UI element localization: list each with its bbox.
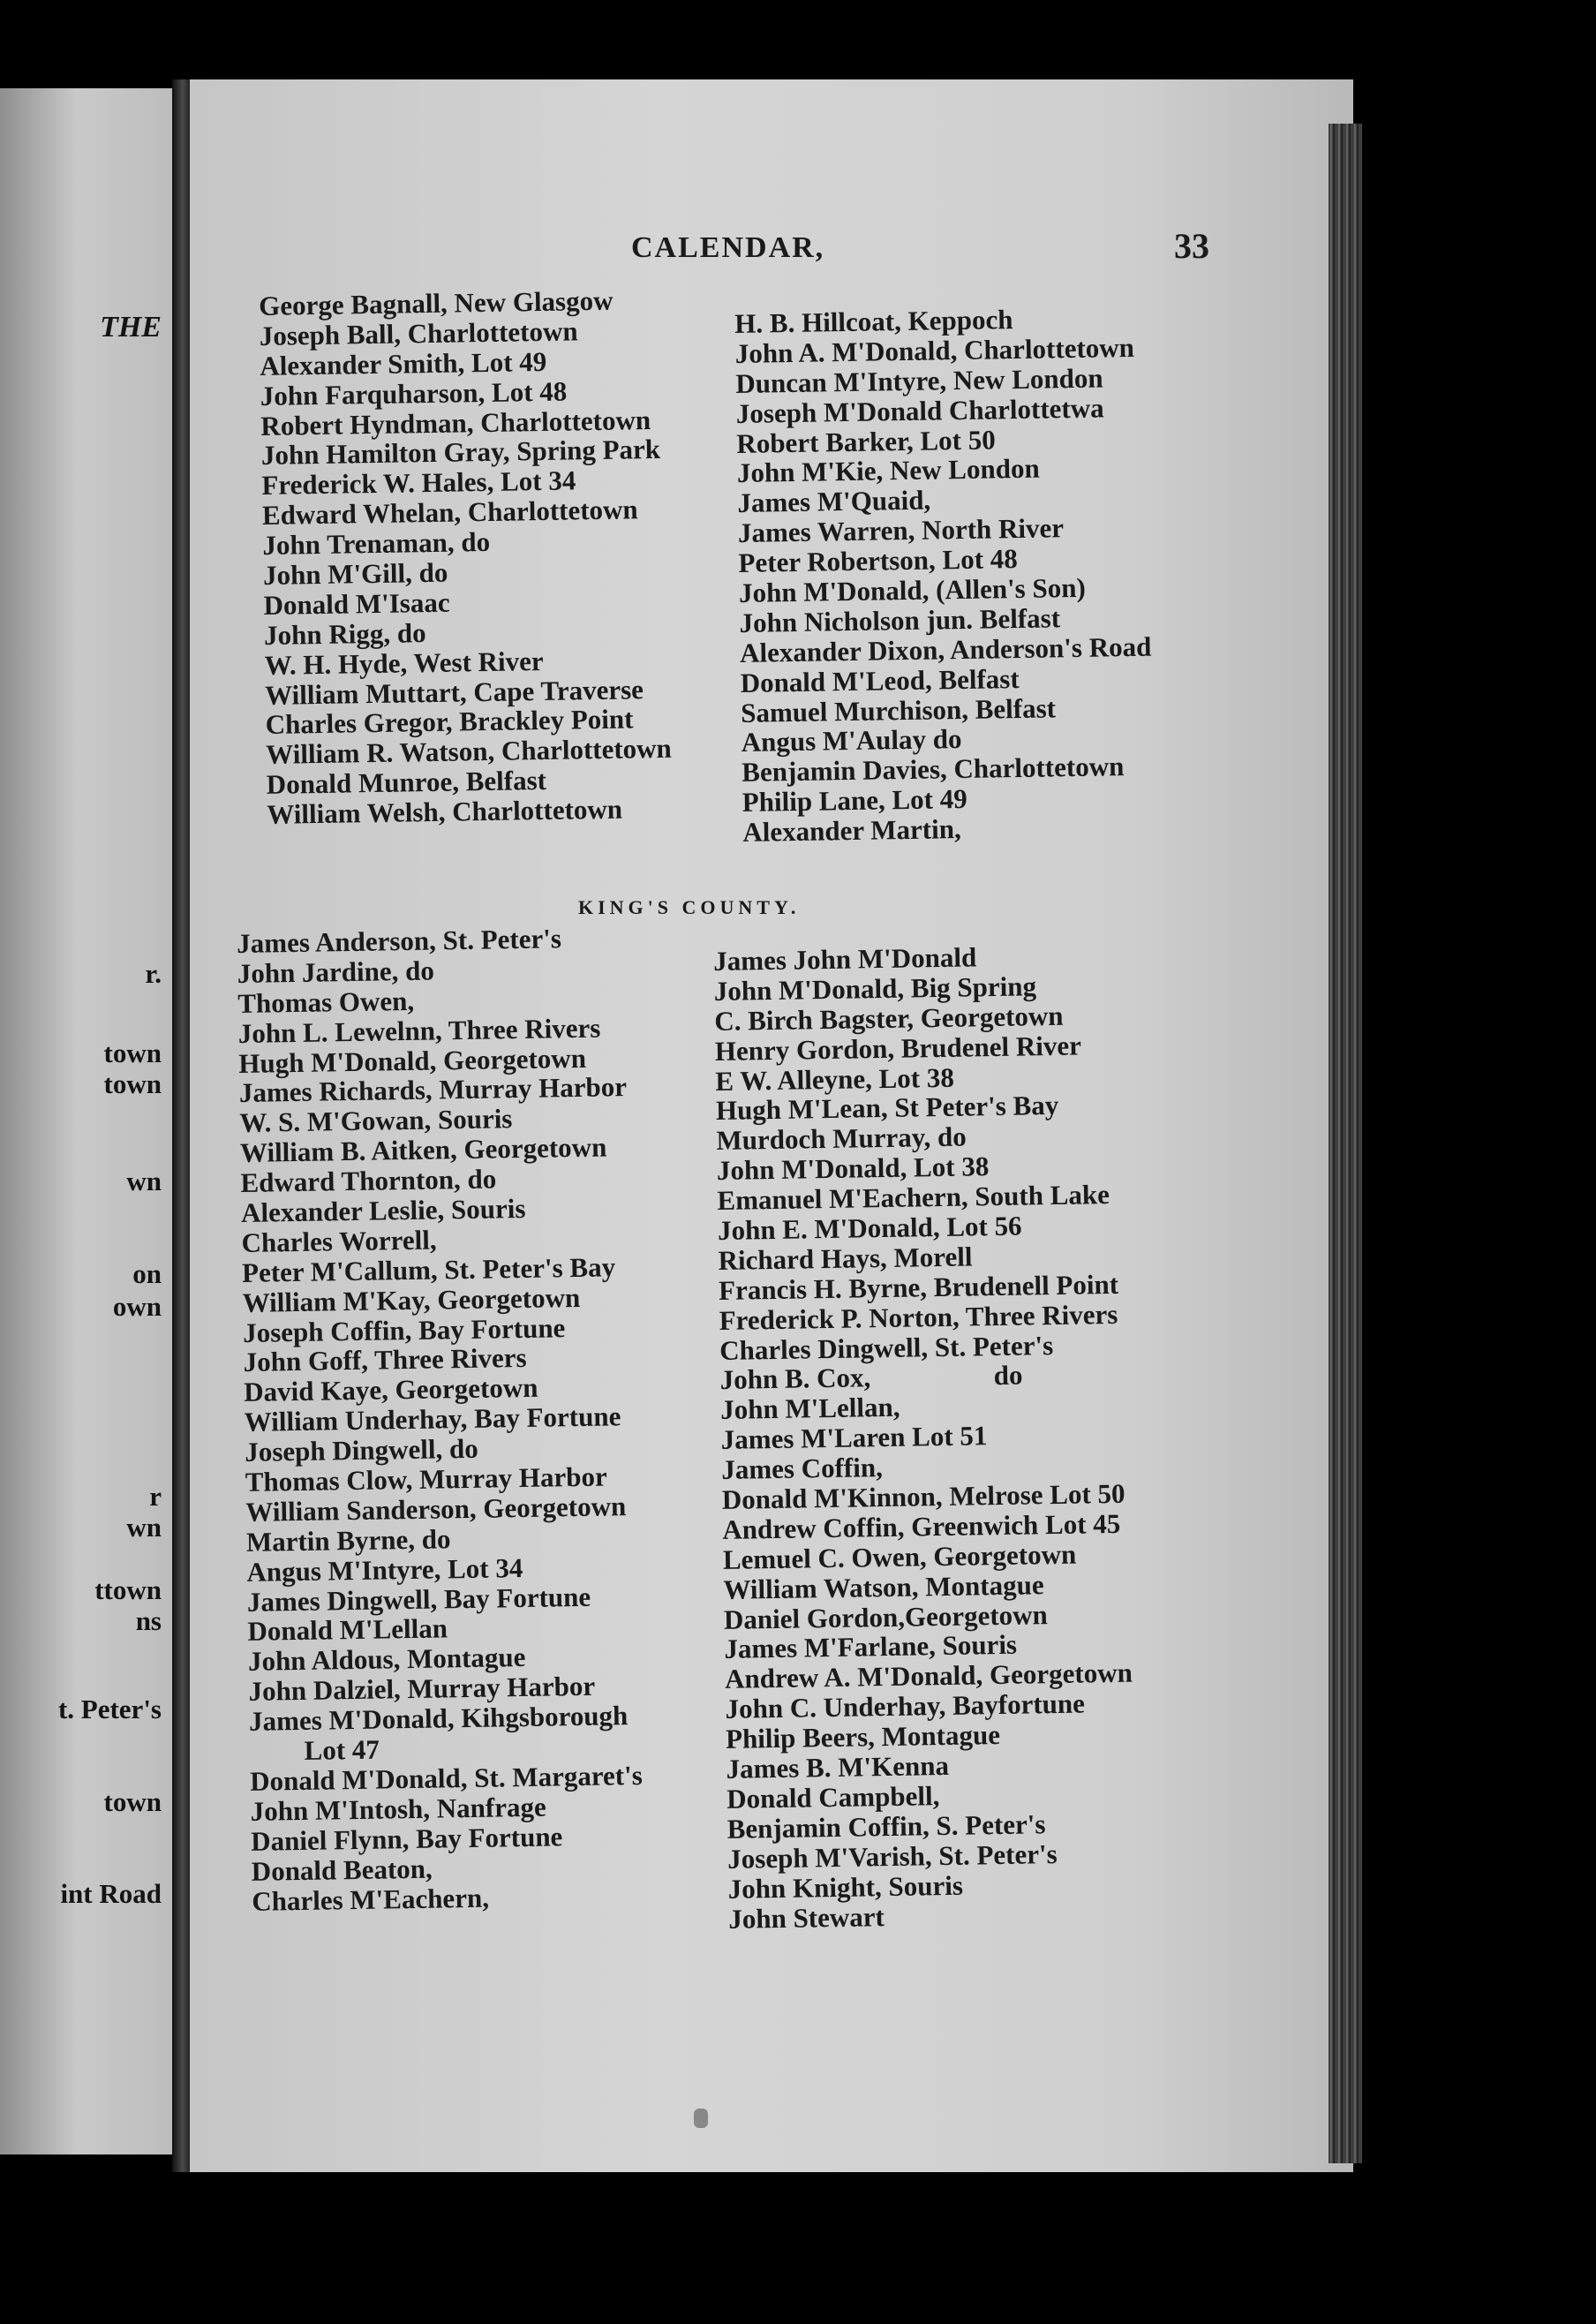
list-item: Thomas Owen, — [237, 985, 415, 1019]
list-item: Charles M'Eachern, — [252, 1882, 490, 1917]
list-item: John Stewart — [728, 1900, 885, 1935]
list-item: Donald M'Leod, Belfast — [740, 662, 1020, 698]
list-item: Joseph M'Donald Charlottetwa — [735, 392, 1104, 429]
list-item: Frederick P. Norton, Three Rivers — [719, 1298, 1118, 1336]
list-item: James M'Farlane, Souris — [724, 1629, 1018, 1665]
list-item: Edward Thornton, do — [240, 1163, 497, 1199]
list-item: Angus M'Intyre, Lot 34 — [246, 1551, 523, 1588]
page-edge — [1329, 124, 1362, 2163]
list-item: Charles Gregor, Brackley Point — [265, 703, 634, 741]
running-head: CALENDAR, — [631, 231, 825, 264]
list-item: Samuel Murchison, Belfast — [740, 691, 1057, 728]
list-item: W. H. Hyde, West River — [264, 645, 544, 681]
list-item: John M'Donald, (Allen's Son) — [738, 571, 1087, 608]
list-item: Emanuel M'Eachern, South Lake — [717, 1179, 1110, 1217]
left-page-fragment: THE — [100, 311, 162, 343]
list-item: James Dingwell, Bay Fortune — [246, 1581, 591, 1618]
list-item: C. Birch Bagster, Georgetown — [714, 1000, 1064, 1037]
list-item: John Hamilton Gray, Spring Park — [260, 434, 661, 472]
list-item: Hugh M'Lean, St Peter's Bay — [715, 1090, 1059, 1127]
list-item: John M'Donald, Lot 38 — [716, 1151, 990, 1187]
left-page-fragment: wn — [126, 1512, 162, 1543]
list-item: Lemuel C. Owen, Georgetown — [722, 1538, 1077, 1575]
list-item: Lot 47 — [249, 1733, 380, 1767]
list-item: John Dalziel, Murray Harbor — [248, 1670, 596, 1708]
list-item: James Richards, Murray Harbor — [238, 1071, 628, 1109]
section-heading: KING'S COUNTY. — [578, 896, 801, 918]
list-item: James B. M'Kenna — [726, 1749, 950, 1784]
list-item: William M'Kay, Georgetown — [242, 1281, 581, 1318]
list-item: Andrew A. M'Donald, Georgetown — [724, 1657, 1133, 1695]
list-item: James Coffin, — [721, 1452, 884, 1486]
list-item: Martin Byrne, do — [245, 1523, 451, 1558]
list-item: John M'Gill, do — [262, 556, 448, 591]
list-item: John L. Lewelnn, Three Rivers — [237, 1012, 601, 1049]
list-item: Daniel Gordon,Georgetown — [723, 1598, 1049, 1635]
list-item: Alexander Leslie, Souris — [240, 1192, 526, 1228]
list-item: James John M'Donald — [712, 941, 977, 977]
list-item: Benjamin Davies, Charlottetown — [741, 751, 1125, 788]
list-item: H. B. Hillcoat, Keppoch — [734, 304, 1013, 339]
list-item: John M'Intosh, Nanfrage — [250, 1791, 546, 1827]
list-item: Alexander Smith, Lot 49 — [260, 345, 547, 381]
list-item: William Muttart, Cape Traverse — [264, 673, 644, 711]
left-page-fragment: wn — [126, 1166, 162, 1196]
list-item: Joseph Ball, Charlottetown — [259, 315, 578, 351]
queens-column-right — [734, 303, 1155, 848]
list-item: William Underhay, Bay Fortune — [244, 1400, 621, 1438]
list-item: Andrew Coffin, Greenwich Lot 45 — [722, 1507, 1121, 1545]
left-facing-page — [0, 88, 172, 2154]
list-item: William Welsh, Charlottetown — [267, 793, 623, 831]
list-item: Richard Hays, Morell — [718, 1241, 973, 1276]
list-item: John Knight, Souris — [727, 1869, 964, 1905]
kings-column-right — [713, 940, 1136, 1935]
list-item: John Aldous, Montague — [247, 1641, 526, 1678]
list-item: Thomas Clow, Murray Harbor — [245, 1460, 607, 1498]
list-item: John Goff, Three Rivers — [243, 1342, 527, 1378]
list-item: Duncan M'Intyre, New London — [735, 362, 1103, 399]
list-item: Frederick W. Hales, Lot 34 — [261, 464, 576, 502]
list-item: John M'Donald, Big Spring — [713, 970, 1037, 1007]
list-item: James Warren, North River — [737, 512, 1065, 549]
list-item: William R. Watson, Charlottetown — [265, 733, 673, 771]
list-item: James M'Donald, Kihgsborough — [248, 1700, 629, 1738]
list-item: John C. Underhay, Bayfortune — [725, 1687, 1086, 1725]
list-item: John Trenaman, do — [262, 526, 491, 562]
list-item: James M'Quaid, — [737, 484, 931, 519]
list-item: Benjamin Coffin, S. Peter's — [726, 1808, 1046, 1845]
list-item: Donald Campbell, — [726, 1780, 940, 1815]
list-item: Alexander Martin, — [742, 813, 961, 849]
list-item: John Rigg, do — [263, 616, 426, 651]
list-item: John E. M'Donald, Lot 56 — [717, 1210, 1022, 1246]
list-item: John M'Lellan, — [719, 1392, 900, 1426]
list-item: Philip Beers, Montague — [725, 1719, 1001, 1755]
list-item: Donald M'Kinnon, Melrose Lot 50 — [721, 1477, 1125, 1515]
list-item: Daniel Flynn, Bay Fortune — [250, 1821, 563, 1857]
left-page-fragment: ttown — [94, 1574, 162, 1605]
list-item: Alexander Dixon, Anderson's Road — [739, 630, 1152, 668]
list-item: Donald Beaton, — [251, 1852, 433, 1887]
left-page-fragment: own — [112, 1291, 162, 1322]
list-item: David Kaye, Georgetown — [243, 1372, 538, 1408]
left-page-fragment: ns — [135, 1605, 162, 1636]
list-item: John Jardine, do — [237, 954, 435, 989]
list-item: John A. M'Donald, Charlottetown — [734, 331, 1135, 369]
list-item: John M'Kie, New London — [736, 453, 1040, 489]
list-item: James M'Laren Lot 51 — [720, 1420, 988, 1456]
left-page-fragment: on — [132, 1258, 162, 1289]
list-item: Murdoch Murray, do — [716, 1120, 967, 1157]
list-item: John Nicholson jun. Belfast — [739, 602, 1061, 638]
left-page-fragment: town — [103, 1038, 162, 1068]
list-item: James Anderson, St. Peter's — [236, 923, 562, 959]
left-page-fragment: r. — [145, 958, 162, 989]
list-item: Edward Whelan, Charlottetown — [261, 494, 638, 532]
printer-ornament — [694, 2109, 708, 2128]
list-item: Donald M'Lellan — [247, 1612, 448, 1648]
list-item: Charles Dingwell, St. Peter's — [719, 1329, 1054, 1366]
page-number: 33 — [1174, 226, 1209, 266]
list-item: Hugh M'Donald, Georgetown — [238, 1042, 587, 1079]
list-item: Joseph Coffin, Bay Fortune — [242, 1311, 566, 1348]
list-item: W. S. M'Gowan, Souris — [239, 1103, 513, 1139]
list-item: Robert Barker, Lot 50 — [736, 423, 996, 459]
list-item: Peter Robertson, Lot 48 — [738, 543, 1019, 579]
list-item: Angus M'Aulay do — [741, 723, 962, 758]
list-item: John Farquharson, Lot 48 — [260, 375, 568, 411]
list-item: Donald M'Isaac — [263, 586, 450, 621]
list-item: Francis H. Byrne, Brudenell Point — [718, 1268, 1119, 1306]
list-item: George Bagnall, New Glasgow — [258, 284, 614, 321]
left-page-fragment: t. Peter's — [57, 1694, 162, 1724]
list-item: William B. Aitken, Georgetown — [239, 1131, 607, 1169]
kings-column-left — [237, 923, 644, 1916]
list-item: Donald Munroe, Belfast — [266, 765, 547, 801]
list-item: Peter M'Callum, St. Peter's Bay — [241, 1251, 616, 1288]
list-item: Joseph M'Varish, St. Peter's — [726, 1837, 1058, 1875]
list-item: John B. Cox, do — [719, 1360, 1023, 1396]
list-item: E W. Alleyne, Lot 38 — [715, 1061, 955, 1097]
list-item: Robert Hyndman, Charlottetown — [260, 404, 651, 441]
list-item: Philip Lane, Lot 49 — [742, 783, 967, 819]
book-gutter — [172, 79, 190, 2172]
queens-column-left — [259, 285, 673, 830]
left-page-fragment: int Road — [60, 1878, 162, 1909]
left-page-fragment: town — [103, 1068, 162, 1099]
left-page-fragment: r — [149, 1481, 162, 1512]
left-page-fragment: town — [103, 1786, 162, 1817]
list-item: Henry Gordon, Brudenel River — [714, 1030, 1082, 1067]
list-item: William Sanderson, Georgetown — [245, 1490, 627, 1528]
list-item: Charles Worrell, — [241, 1224, 437, 1258]
list-item: Joseph Dingwell, do — [245, 1432, 478, 1468]
list-item: William Watson, Montague — [723, 1568, 1044, 1605]
list-item: Donald M'Donald, St. Margaret's — [249, 1759, 644, 1797]
